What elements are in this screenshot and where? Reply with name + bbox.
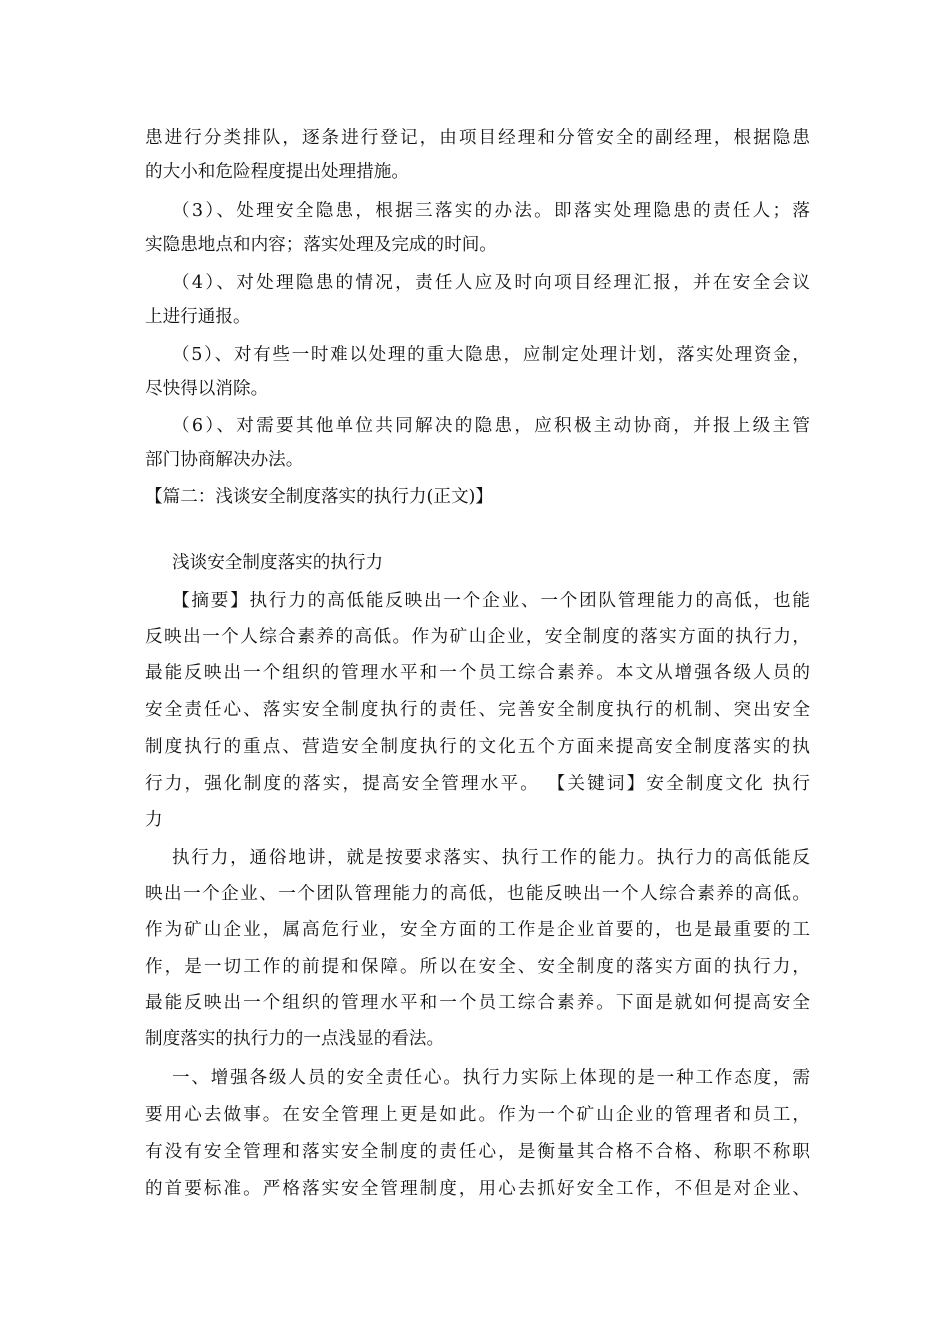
- body-text-line: （6）、对需要其他单位共同解决的隐患，应积极主动协商，并报上级主管: [172, 416, 810, 436]
- body-text-line: 一、增强各级人员的安全责任心。执行力实际上体现的是一种工作态度，需: [172, 1068, 810, 1088]
- body-text-line: 作为矿山企业，属高危行业，安全方面的工作是企业首要的，也是最重要的工: [145, 920, 810, 940]
- body-text-line: 作，是一切工作的前提和保障。所以在安全、安全制度的落实方面的执行力，: [145, 957, 810, 977]
- abstract-line: 行力，强化制度的落实，提高安全管理水平。 【关键词】安全制度文化 执行: [145, 774, 810, 794]
- body-text-line: 患进行分类排队，逐条进行登记，由项目经理和分管安全的副经理，根据隐患: [145, 128, 810, 148]
- abstract-line: 反映出一个人综合素养的高低。作为矿山企业，安全制度的落实方面的执行力，: [145, 627, 810, 647]
- abstract-line: 力: [145, 810, 163, 830]
- body-text-line: （4）、对处理隐患的情况，责任人应及时向项目经理汇报，并在安全会议: [172, 273, 810, 293]
- abstract-line: 安全责任心、落实安全制度执行的责任、完善安全制度执行的机制、突出安全: [145, 700, 810, 720]
- body-text-line: （3）、处理安全隐患，根据三落实的办法。即落实处理隐患的责任人；落: [172, 201, 810, 221]
- body-text-line: 部门协商解决办法。: [145, 450, 304, 470]
- body-text-line: 尽快得以消除。: [145, 379, 269, 399]
- body-text-line: 要用心去做事。在安全管理上更是如此。作为一个矿山企业的管理者和员工，: [145, 1105, 810, 1125]
- body-text-line: 的大小和危险程度提出处理措施。: [145, 162, 409, 182]
- body-text-line: （5）、对有些一时难以处理的重大隐患，应制定处理计划，落实处理资金，: [172, 345, 810, 365]
- body-text-line: 制度落实的执行力的一点浅显的看法。: [145, 1029, 445, 1049]
- body-text-line: 映出一个企业、一个团队管理能力的高低，也能反映出一个人综合素养的高低。: [145, 884, 810, 904]
- article-title: 浅谈安全制度落实的执行力: [172, 553, 384, 573]
- section-heading: 【篇二：浅谈安全制度落实的执行力(正文)】: [145, 487, 494, 507]
- abstract-line: 最能反映出一个组织的管理水平和一个员工综合素养。本文从增强各级人员的: [145, 663, 810, 683]
- abstract-line: 【摘要】执行力的高低能反映出一个企业、一个团队管理能力的高低，也能: [172, 591, 810, 611]
- body-text-line: 有没有安全管理和落实安全制度的责任心，是衡量其合格不合格、称职不称职: [145, 1142, 810, 1162]
- body-text-line: 最能反映出一个组织的管理水平和一个员工综合素养。下面是就如何提高安全: [145, 993, 810, 1013]
- body-text-line: 实隐患地点和内容；落实处理及完成的时间。: [145, 235, 497, 255]
- body-text-line: 执行力，通俗地讲，就是按要求落实、执行工作的能力。执行力的高低能反: [172, 848, 810, 868]
- body-text-line: 的首要标准。严格落实安全管理制度，用心去抓好安全工作，不但是对企业、: [145, 1179, 810, 1199]
- abstract-line: 制度执行的重点、营造安全制度执行的文化五个方面来提高安全制度落实的执: [145, 737, 810, 757]
- body-text-line: 上进行通报。: [145, 307, 251, 327]
